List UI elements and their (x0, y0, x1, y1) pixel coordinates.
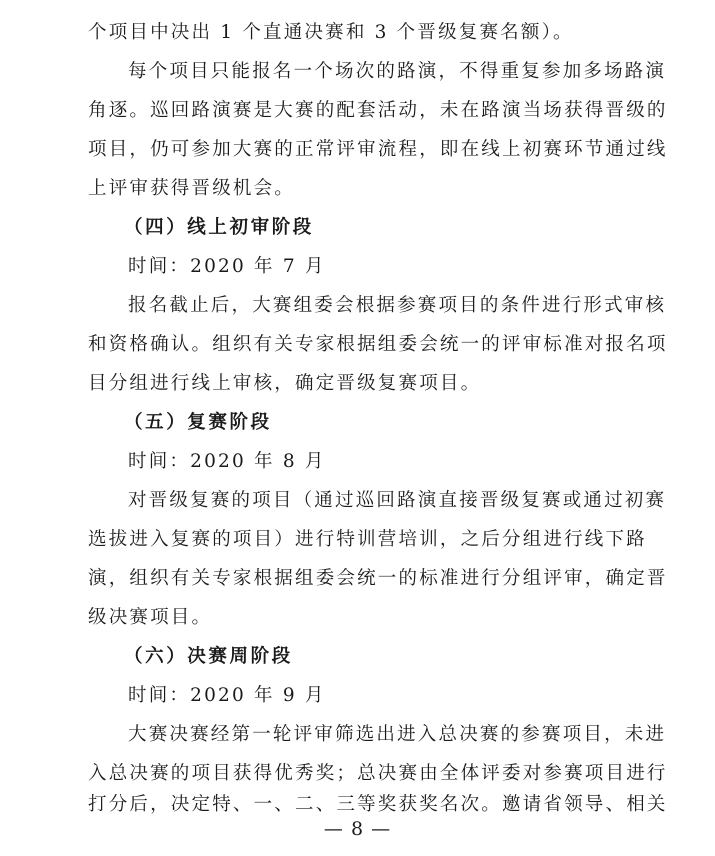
paragraph-line: 角逐。巡回路演赛是大赛的配套活动，未在路演当场获得晋级的 (88, 100, 668, 121)
time-line: 时间：2020 年 9 月 (128, 685, 326, 706)
paragraph-line: 打分后，决定特、一、二、三等奖获奖名次。邀请省领导、相关 (88, 794, 668, 815)
section-heading: （四）线上初审阶段 (124, 217, 314, 238)
page-number: — 8 — (323, 818, 392, 840)
time-line: 时间：2020 年 7 月 (128, 256, 326, 277)
paragraph-line: 演，组织有关专家根据组委会统一的标准进行分组评审，确定晋 (88, 568, 668, 589)
paragraph-line: 目分组进行线上审核，确定晋级复赛项目。 (88, 373, 482, 394)
paragraph-line: 对晋级复赛的项目（通过巡回路演直接晋级复赛或通过初赛 (128, 490, 667, 511)
paragraph-line: 级决赛项目。 (88, 607, 213, 628)
paragraph-line: 上评审获得晋级机会。 (88, 178, 296, 199)
paragraph-line: 每个项目只能报名一个场次的路演，不得重复参加多场路演 (128, 61, 667, 82)
paragraph-line: 项目，仍可参加大赛的正常评审流程，即在线上初赛环节通过线 (88, 139, 668, 160)
section-heading: （五）复赛阶段 (124, 412, 272, 433)
section-heading: （六）决赛周阶段 (124, 646, 293, 667)
paragraph-line: 入总决赛的项目获得优秀奖；总决赛由全体评委对参赛项目进行 (88, 763, 668, 784)
paragraph-line: 报名截止后，大赛组委会根据参赛项目的条件进行形式审核 (128, 295, 667, 316)
paragraph-line: 个项目中决出 1 个直通决赛和 3 个晋级复赛名额）。 (88, 22, 574, 43)
paragraph-line: 大赛决赛经第一轮评审筛选出进入总决赛的参赛项目，未进 (128, 724, 667, 745)
paragraph-line: 和资格确认。组织有关专家根据组委会统一的评审标准对报名项 (88, 334, 668, 355)
paragraph-line: 选拔进入复赛的项目）进行特训营培训，之后分组进行线下路 (88, 529, 647, 550)
time-line: 时间：2020 年 8 月 (128, 451, 326, 472)
